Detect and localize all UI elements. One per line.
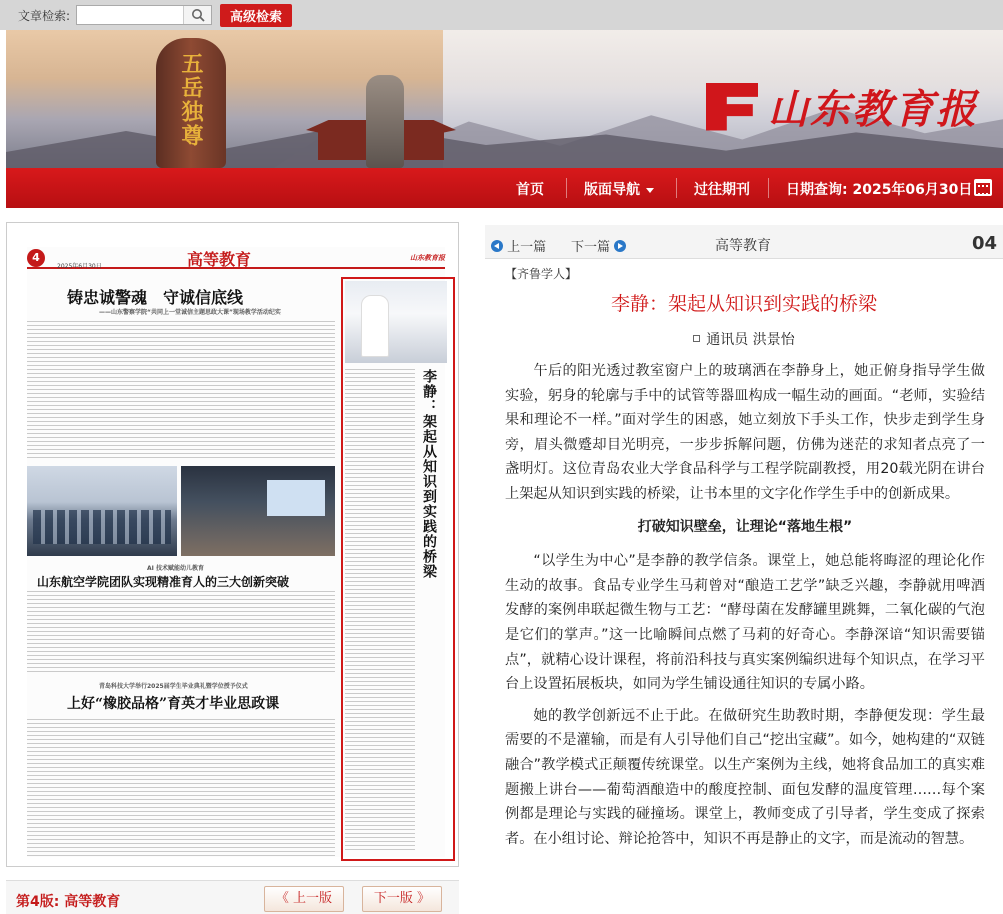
page-pager xyxy=(6,880,459,914)
logo-text: 山东教育报 xyxy=(768,86,978,133)
nav-divider xyxy=(566,178,567,198)
search-input[interactable] xyxy=(77,6,183,24)
article-byline xyxy=(485,329,1003,349)
page-logo: 山东教育报 xyxy=(410,254,445,262)
article-link-headline3[interactable]: 上好“橡胶品格”育英才毕业思政课 xyxy=(67,696,280,712)
newspaper-page-preview xyxy=(6,222,459,867)
chevron-down-icon xyxy=(646,188,654,193)
page-date: 2025年6月30日 xyxy=(57,263,102,270)
prev-article-label: 上一篇 xyxy=(507,240,547,255)
newspaper-page xyxy=(27,247,445,857)
article-paragraph: “以学生为中心”是李静的教学信条。课堂上，她总能将晦涩的理论化作生动的故事。食品专业学生马莉曾对“酿造工艺学”缺乏兴趣，李静就用啤酒发酵的案例串联起微生物与工艺：“酵母菌在发酵罐里跳舞，二氧化碳的气泡是它们的掌声。”这一比喻瞬间点燃了马莉的好奇心。李静深谙“知识需要锚点”，就精心设计课程，将前沿科技与真实案例编织进每个知识点，在学习平台上设置拓展板块，如同为学生铺设通往知识的专属小路。 xyxy=(505,553,985,693)
nav-layout[interactable] xyxy=(584,179,654,199)
article-paragraph: 午后的阳光透过教室窗户上的玻璃洒在李静身上，她正俯身指导学生做实验，躬身的轮廓与手中的试管等器皿构成一幅生动的画面。“老师，实验结果和理论不一样。”面对学生的困惑，她立刻放下手头工作，快步走到学生身旁，眉头微蹙却目光明亮，一步步拆解问题，仿佛为迷茫的求知者点亮了一盏明灯。这位青岛农业大学食品科学与工程学院副教授，用20载光阴在讲台上架起从知识到实践的桥梁，让书本里的文字化作学生手中的创新成果。 xyxy=(505,363,985,502)
article-subheading: 打破知识壁垒，让理论“落地生根” xyxy=(637,518,853,535)
arrow-left-icon xyxy=(491,240,503,252)
article-text-block[interactable] xyxy=(27,719,335,857)
square-bullet-icon xyxy=(693,335,700,342)
article-photo-lecture[interactable] xyxy=(181,466,335,556)
article-link-headline2[interactable]: 山东航空学院团队实现精准育人的三大创新突破 xyxy=(37,575,290,589)
next-page-button[interactable]: 下一版 》 xyxy=(362,886,442,912)
article-panel xyxy=(485,225,1003,914)
article-subtitle2: AI 技术赋能幼儿教育 xyxy=(147,565,204,572)
site-logo[interactable] xyxy=(706,78,978,135)
article-link-headline1[interactable]: 铸忠诚警魂 守诚信底线 xyxy=(67,288,244,307)
page-section-title: 高等教育 xyxy=(187,250,252,269)
article-text-block[interactable] xyxy=(27,321,335,461)
article-photo-police[interactable] xyxy=(27,466,177,556)
search-box xyxy=(76,5,212,25)
banner xyxy=(6,30,1003,168)
nav-past-issues[interactable]: 过往期刊 xyxy=(694,182,750,198)
article-title: 李静：架起从知识到实践的桥梁 xyxy=(610,293,877,315)
rock-inscription: 五岳独尊 xyxy=(178,52,204,148)
article-nav xyxy=(485,225,1003,259)
article-page-number: 04 xyxy=(971,233,997,254)
nav-date-query[interactable]: 日期查询: 2025年06月30日 xyxy=(786,182,973,198)
advanced-search-button[interactable]: 高级检索 xyxy=(220,4,292,27)
arrow-right-icon xyxy=(614,240,626,252)
article-text-block[interactable] xyxy=(27,591,335,675)
page-header xyxy=(27,247,445,269)
search-icon xyxy=(191,8,205,22)
banner-statue xyxy=(366,75,404,168)
next-article-link[interactable] xyxy=(571,236,626,255)
prev-page-button[interactable]: 《 上一版 xyxy=(264,886,344,912)
byline-text: 通讯员 洪景怡 xyxy=(706,332,795,348)
next-article-label: 下一篇 xyxy=(571,240,611,255)
article-subtitle3: 青岛科技大学举行2025届学生毕业典礼暨学位授予仪式 xyxy=(99,683,248,690)
nav-divider xyxy=(676,178,677,198)
main-nav xyxy=(6,168,1003,208)
page-number-badge: 4 xyxy=(27,249,45,267)
article-subtitle1: ——山东警察学院“共同上一堂诚信主题思政大课”现场教学活动纪实 xyxy=(99,309,281,316)
nav-divider xyxy=(768,178,769,198)
nav-layout-label: 版面导航 xyxy=(584,182,640,198)
article-vertical-title: 李静：架起从知识到实践的桥梁 xyxy=(421,369,437,579)
current-page-label: 第4版: 高等教育 xyxy=(16,894,121,910)
article-body xyxy=(505,359,985,858)
article-paragraph: 她的教学创新远不止于此。在做研究生助教时期，李静便发现：学生最需要的不是灌输，而是有人引导他们自己“挖出宝藏”。如今，她构建的“双链融合”教学模式正颠覆传统课堂。以生产案例为主线，她将食品加工的真实难题搬上讲台——葡萄酒酿造中的酸度控制、面包发酵的温度管理……每个案例都是理论与实践的碰撞场。课堂上，教师变成了引导者，学生变成了探索者。在小组讨论、辩论抢答中，知识不再是静止的文字，而是流动的智慧。 xyxy=(505,707,985,847)
calendar-icon[interactable] xyxy=(974,179,992,196)
article-section: 高等教育 xyxy=(715,238,771,254)
nav-home[interactable]: 首页 xyxy=(516,182,544,198)
logo-mark-icon xyxy=(706,83,758,131)
search-label: 文章检索: xyxy=(18,8,71,23)
search-bar xyxy=(0,0,1003,30)
search-button[interactable] xyxy=(183,6,211,24)
prev-article-link[interactable] xyxy=(491,236,546,255)
article-column: 【齐鲁学人】 xyxy=(505,267,578,281)
selected-article-highlight[interactable] xyxy=(341,277,455,861)
